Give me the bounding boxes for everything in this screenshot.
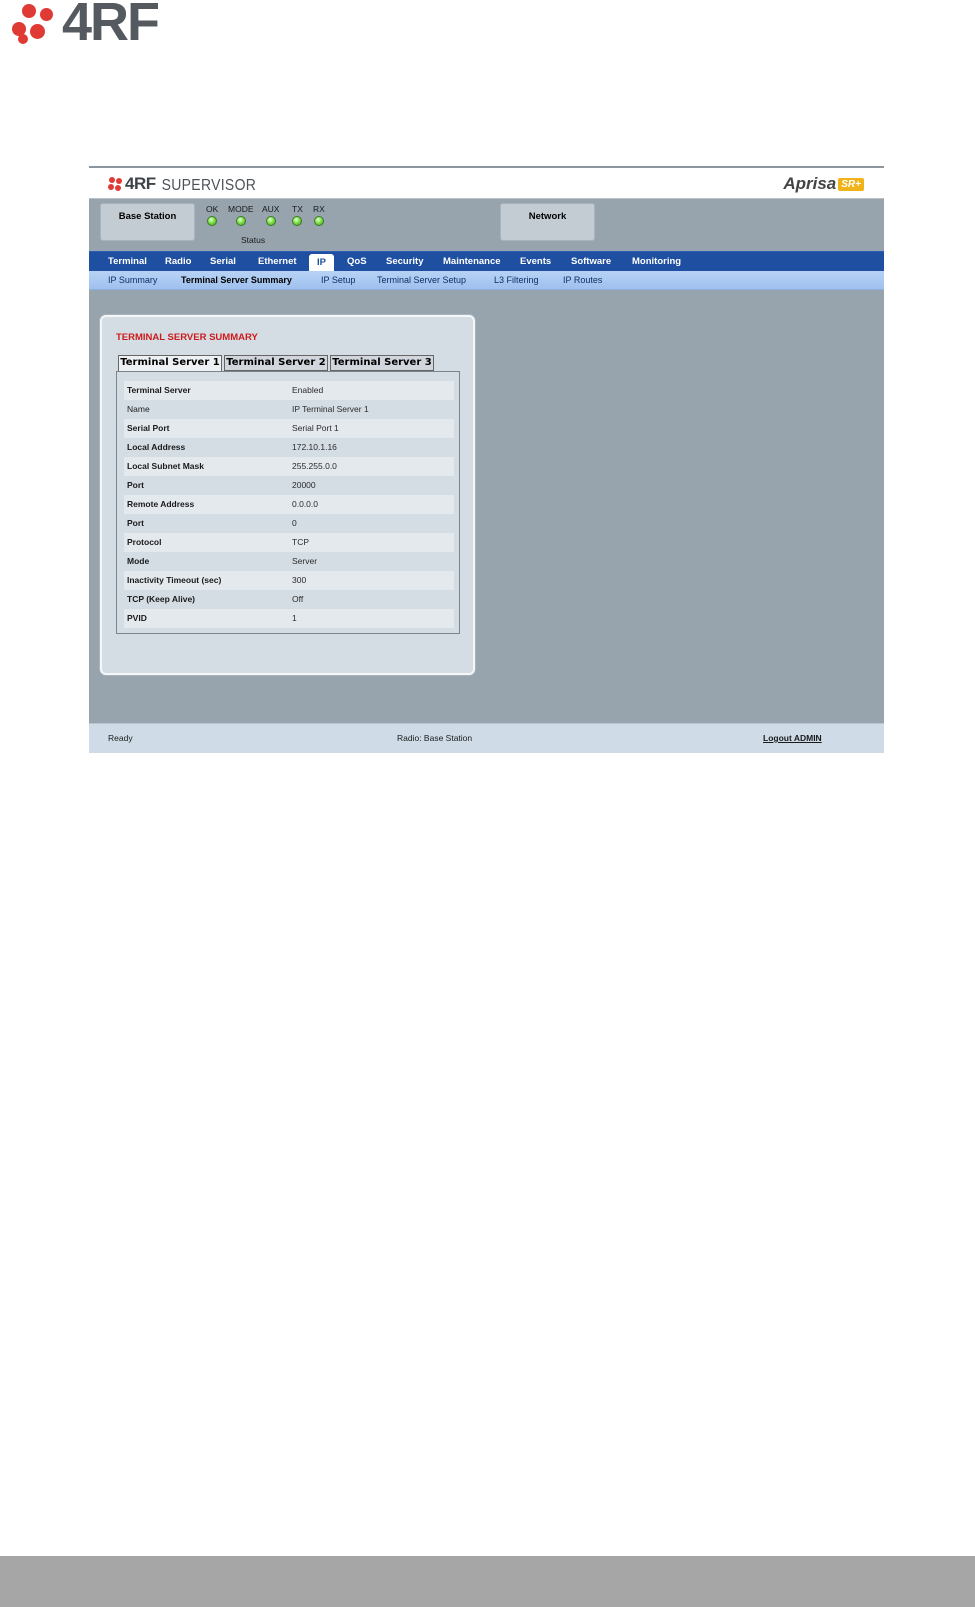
row-value: 0.0.0.0	[292, 499, 318, 509]
sub-tab-ip-routes[interactable]: IP Routes	[563, 275, 603, 285]
row-value: Off	[292, 594, 304, 604]
page-footer-bar	[0, 1556, 975, 1607]
row-value: Serial Port 1	[292, 423, 339, 433]
main-nav	[89, 251, 884, 271]
content-area	[89, 290, 884, 723]
sub-tab-l3-filtering[interactable]: L3 Filtering	[494, 275, 539, 285]
row-label: Port	[127, 518, 144, 528]
row-value: IP Terminal Server 1	[292, 404, 369, 414]
station-box[interactable]: Base Station	[100, 203, 195, 241]
table-row	[124, 381, 454, 400]
led-rx	[313, 204, 325, 226]
brand-logo	[10, 0, 185, 52]
row-label: Remote Address	[127, 499, 195, 509]
sub-tab-ip-setup[interactable]: IP Setup	[321, 275, 356, 285]
product-logo	[783, 174, 864, 194]
table-row	[124, 571, 454, 590]
nav-tab-qos[interactable]: QoS	[347, 256, 367, 267]
nav-tab-serial[interactable]: Serial	[210, 256, 236, 267]
row-label: PVID	[127, 613, 147, 623]
row-value: 255.255.0.0	[292, 461, 337, 471]
network-box[interactable]: Network	[500, 203, 595, 241]
tab-terminal-server-1[interactable]: Terminal Server 1	[118, 355, 222, 372]
panel-title: TERMINAL SERVER SUMMARY	[116, 332, 258, 343]
table-row	[124, 438, 454, 457]
led-label: MODE	[228, 204, 254, 214]
table-row	[124, 552, 454, 571]
nav-tab-software[interactable]: Software	[571, 256, 612, 267]
brand-dots-icon	[10, 2, 60, 46]
row-value: 172.10.1.16	[292, 442, 337, 452]
status-radio: Radio: Base Station	[397, 733, 473, 743]
led-aux	[262, 204, 279, 226]
table-row	[124, 609, 454, 628]
table-row	[124, 590, 454, 609]
led-indicator-icon	[314, 216, 324, 226]
table-row	[124, 533, 454, 552]
table-row	[124, 495, 454, 514]
led-tx	[292, 204, 303, 226]
logout-link[interactable]: Logout ADMIN	[763, 733, 822, 743]
led-label: OK	[206, 204, 219, 214]
row-label: TCP (Keep Alive)	[127, 594, 196, 604]
sub-tab-terminal-server-summary[interactable]: Terminal Server Summary	[181, 275, 292, 285]
nav-tab-monitoring[interactable]: Monitoring	[632, 256, 682, 267]
row-label: Inactivity Timeout (sec)	[127, 575, 222, 585]
row-value: Server	[292, 556, 318, 566]
row-label: Port	[127, 480, 144, 490]
summary-table	[116, 371, 460, 634]
app-header	[89, 166, 884, 199]
table-row	[124, 419, 454, 438]
row-value: 1	[292, 613, 297, 623]
nav-tab-ip[interactable]: IP	[309, 254, 334, 272]
nav-tab-events[interactable]: Events	[520, 256, 552, 267]
product-name: Aprisa	[783, 174, 837, 193]
brand-logo-text: 4RF	[62, 0, 159, 52]
status-bar	[89, 723, 884, 753]
row-value: Enabled	[292, 385, 324, 395]
status-area	[89, 199, 884, 251]
row-label: Serial Port	[127, 423, 170, 433]
nav-tab-terminal[interactable]: Terminal	[108, 256, 147, 267]
led-label: AUX	[262, 204, 280, 214]
row-label: Terminal Server	[127, 385, 191, 395]
led-ok	[206, 204, 218, 226]
tab-terminal-server-2[interactable]: Terminal Server 2	[224, 355, 328, 371]
product-badge: SR+	[838, 178, 864, 191]
row-label: Mode	[127, 556, 150, 566]
led-indicator-icon	[266, 216, 276, 226]
row-label: Local Subnet Mask	[127, 461, 204, 471]
led-label: TX	[292, 204, 303, 214]
sub-tab-ip-summary[interactable]: IP Summary	[108, 275, 158, 285]
status-caption: Status	[241, 235, 266, 245]
row-label: Protocol	[127, 537, 162, 547]
led-label: RX	[313, 204, 325, 214]
nav-tab-ethernet[interactable]: Ethernet	[258, 256, 297, 267]
row-value: 20000	[292, 480, 316, 490]
mini-dots-icon	[108, 177, 122, 191]
table-row	[124, 457, 454, 476]
table-row	[124, 476, 454, 495]
status-ready: Ready	[108, 733, 133, 743]
led-indicator-icon	[207, 216, 217, 226]
supervisor-window	[89, 166, 884, 753]
table-row	[124, 400, 454, 419]
row-value: 0	[292, 518, 297, 528]
row-value: TCP	[292, 537, 309, 547]
nav-tab-security[interactable]: Security	[386, 256, 424, 267]
led-indicator-icon	[292, 216, 302, 226]
row-label: Local Address	[127, 442, 186, 452]
sub-nav	[89, 271, 884, 290]
supervisor-logo-primary: 4RF	[125, 174, 156, 193]
nav-tab-radio[interactable]: Radio	[165, 256, 192, 267]
tab-terminal-server-3[interactable]: Terminal Server 3	[330, 355, 434, 371]
terminal-server-summary-panel	[100, 315, 475, 675]
supervisor-logo-secondary: SUPERVISOR	[161, 174, 257, 194]
supervisor-logo	[108, 174, 256, 194]
table-row	[124, 514, 454, 533]
row-value: 300	[292, 575, 307, 585]
led-indicator-icon	[236, 216, 246, 226]
row-label: Name	[127, 404, 150, 414]
sub-tab-terminal-server-setup[interactable]: Terminal Server Setup	[377, 275, 467, 285]
nav-tab-maintenance[interactable]: Maintenance	[443, 256, 501, 267]
led-mode	[228, 204, 254, 226]
